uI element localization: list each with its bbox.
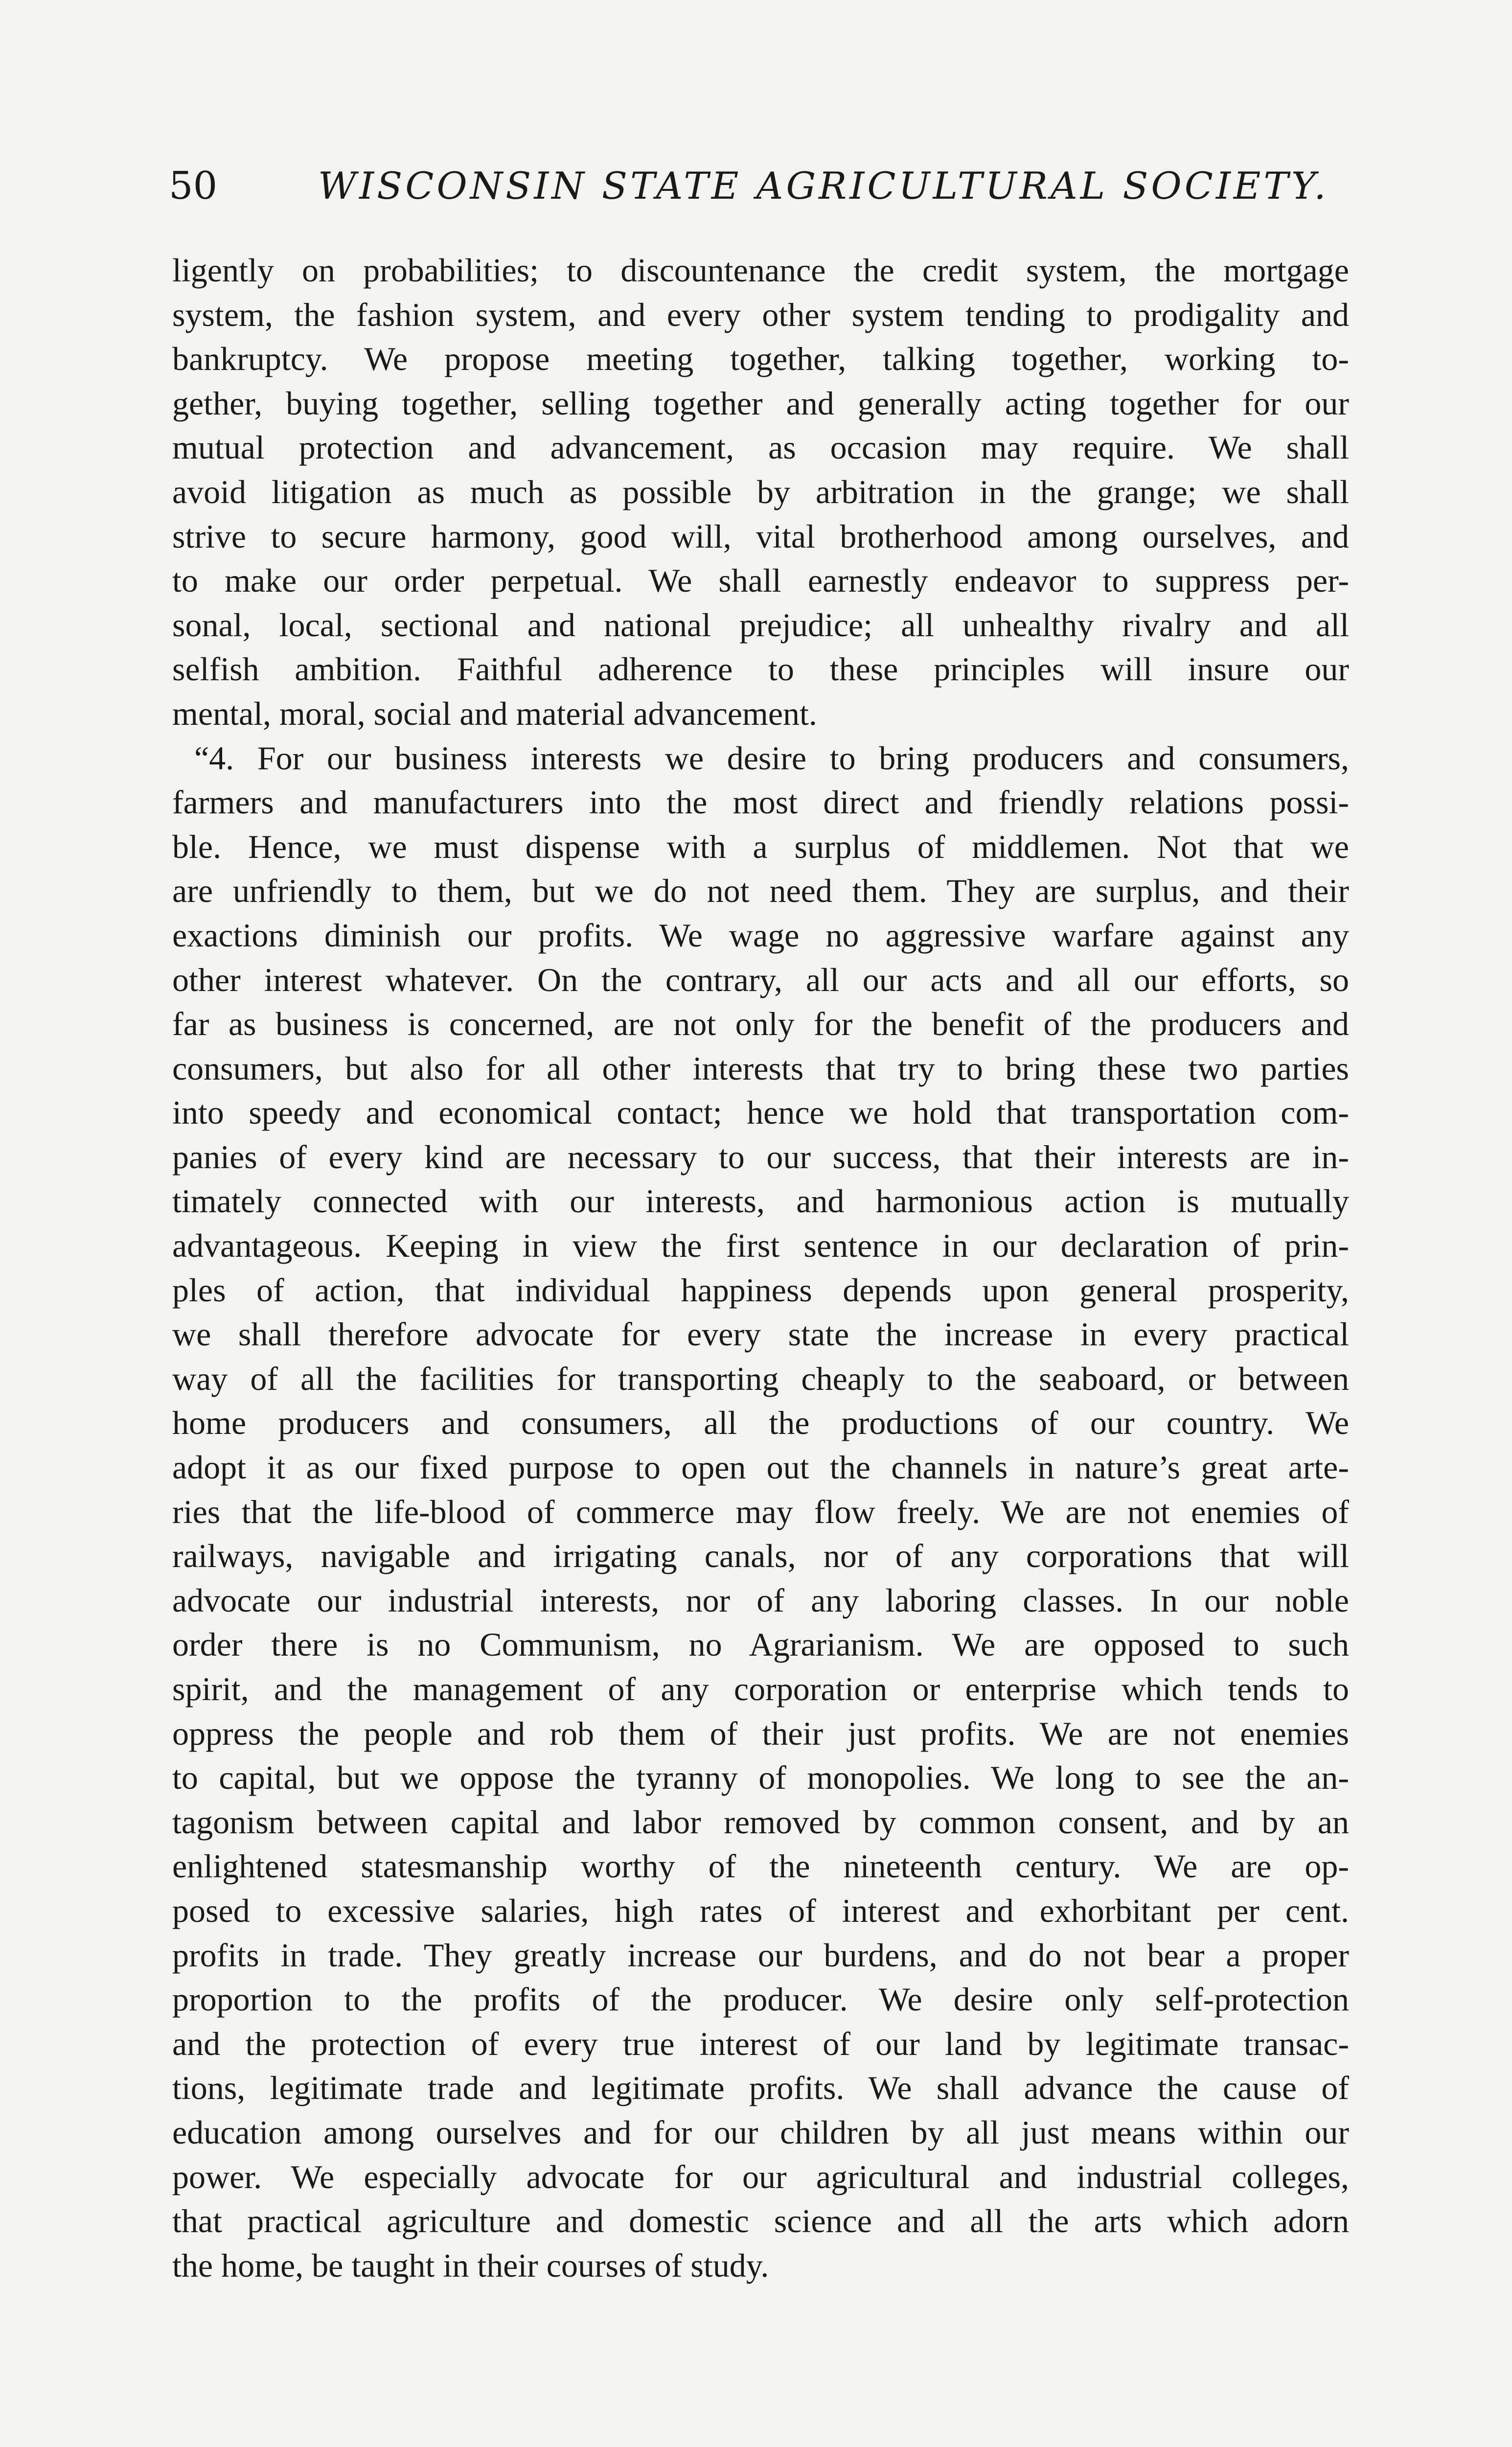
paragraph-end-line: the home, be taught in their courses of study. xyxy=(172,2246,769,2284)
text-line: railways, navigable and irrigating canals, nor of any corporations that will xyxy=(172,1537,1349,1575)
text-line: to capital, but we oppose the tyranny of monopolies. We long to see the an- xyxy=(172,1759,1349,1797)
paragraph-start-line: “4. For our business interests we desire to bring producers and consumers, xyxy=(194,739,1349,777)
text-line: that practical agriculture and domestic science and all the arts which adorn xyxy=(172,2202,1349,2240)
running-title: WISCONSIN STATE AGRICULTURAL SOCIETY. xyxy=(318,164,1329,208)
text-line: gether, buying together, selling together and generally acting together for our xyxy=(172,384,1349,422)
text-line: adopt it as our fixed purpose to open out the channels in nature’s great arte- xyxy=(172,1449,1349,1486)
text-line: ples of action, that individual happiness depends upon general prosperity, xyxy=(172,1271,1349,1309)
text-line: way of all the facilities for transporting cheaply to the seaboard, or between xyxy=(172,1360,1349,1397)
text-line: ligently on probabilities; to discountenance the credit system, the mortgage xyxy=(172,252,1349,289)
text-line: sonal, local, sectional and national prejudice; all unhealthy rivalry and all xyxy=(172,606,1349,644)
text-line: tions, legitimate trade and legitimate profits. We shall advance the cause of xyxy=(172,2069,1349,2107)
body-text xyxy=(172,248,1349,2287)
page-number: 50 xyxy=(169,164,218,208)
text-line: farmers and manufacturers into the most direct and friendly relations possi- xyxy=(172,784,1349,821)
text-line: tagonism between capital and labor removed by common consent, and by an xyxy=(172,1803,1349,1841)
text-line: proportion to the profits of the producer. We desire only self-protection xyxy=(172,1981,1349,2018)
text-line: other interest whatever. On the contrary, all our acts and all our efforts, so xyxy=(172,961,1349,998)
text-line: we shall therefore advocate for every state the increase in every practical xyxy=(172,1316,1349,1353)
text-line: spirit, and the management of any corporation or enterprise which tends to xyxy=(172,1670,1349,1708)
text-line: advantageous. Keeping in view the first sentence in our declaration of prin- xyxy=(172,1227,1349,1265)
text-line: strive to secure harmony, good will, vital brotherhood among ourselves, and xyxy=(172,517,1349,555)
text-line: education among ourselves and for our children by all just means within our xyxy=(172,2113,1349,2151)
text-line: to make our order perpetual. We shall earnestly endeavor to suppress per- xyxy=(172,562,1349,600)
text-line: order there is no Communism, no Agrarianism. We are opposed to such xyxy=(172,1626,1349,1663)
paragraph-end-line: mental, moral, social and material advancement. xyxy=(172,694,817,732)
text-line: bankruptcy. We propose meeting together, talking together, working to- xyxy=(172,340,1349,378)
text-line: profits in trade. They greatly increase our burdens, and do not bear a proper xyxy=(172,1936,1349,1974)
text-line: and the protection of every true interest of our land by legitimate transac- xyxy=(172,2025,1349,2062)
text-line: home producers and consumers, all the productions of our country. We xyxy=(172,1404,1349,1442)
text-line: posed to excessive salaries, high rates of interest and exhorbitant per cent. xyxy=(172,1892,1349,1929)
text-line: exactions diminish our profits. We wage no aggressive warfare against any xyxy=(172,916,1349,954)
text-line: into speedy and economical contact; hence we hold that transportation com- xyxy=(172,1094,1349,1131)
text-line: ble. Hence, we must dispense with a surplus of middlemen. Not that we xyxy=(172,828,1349,865)
text-line: selfish ambition. Faithful adherence to these principles will insure our xyxy=(172,650,1349,688)
text-line: consumers, but also for all other interests that try to bring these two parties xyxy=(172,1049,1349,1087)
running-head xyxy=(169,157,1353,215)
text-line: are unfriendly to them, but we do not need them. They are surplus, and their xyxy=(172,872,1349,910)
text-line: avoid litigation as much as possible by arbitration in the grange; we shall xyxy=(172,473,1349,510)
text-line: power. We especially advocate for our agricultural and industrial colleges, xyxy=(172,2158,1349,2195)
text-line: system, the fashion system, and every other system tending to prodigality and xyxy=(172,296,1349,333)
text-line: advocate our industrial interests, nor of any laboring classes. In our noble xyxy=(172,1581,1349,1619)
text-line: far as business is concerned, are not only for the benefit of the producers and xyxy=(172,1005,1349,1043)
text-line: panies of every kind are necessary to our success, that their interests are in- xyxy=(172,1138,1349,1176)
text-line: oppress the people and rob them of their just profits. We are not enemies xyxy=(172,1714,1349,1752)
text-line: mutual protection and advancement, as occasion may require. We shall xyxy=(172,429,1349,466)
text-line: enlightened statesmanship worthy of the nineteenth century. We are op- xyxy=(172,1847,1349,1885)
text-line: timately connected with our interests, and harmonious action is mutually xyxy=(172,1182,1349,1220)
text-line: ries that the life-blood of commerce may flow freely. We are not enemies of xyxy=(172,1493,1349,1530)
